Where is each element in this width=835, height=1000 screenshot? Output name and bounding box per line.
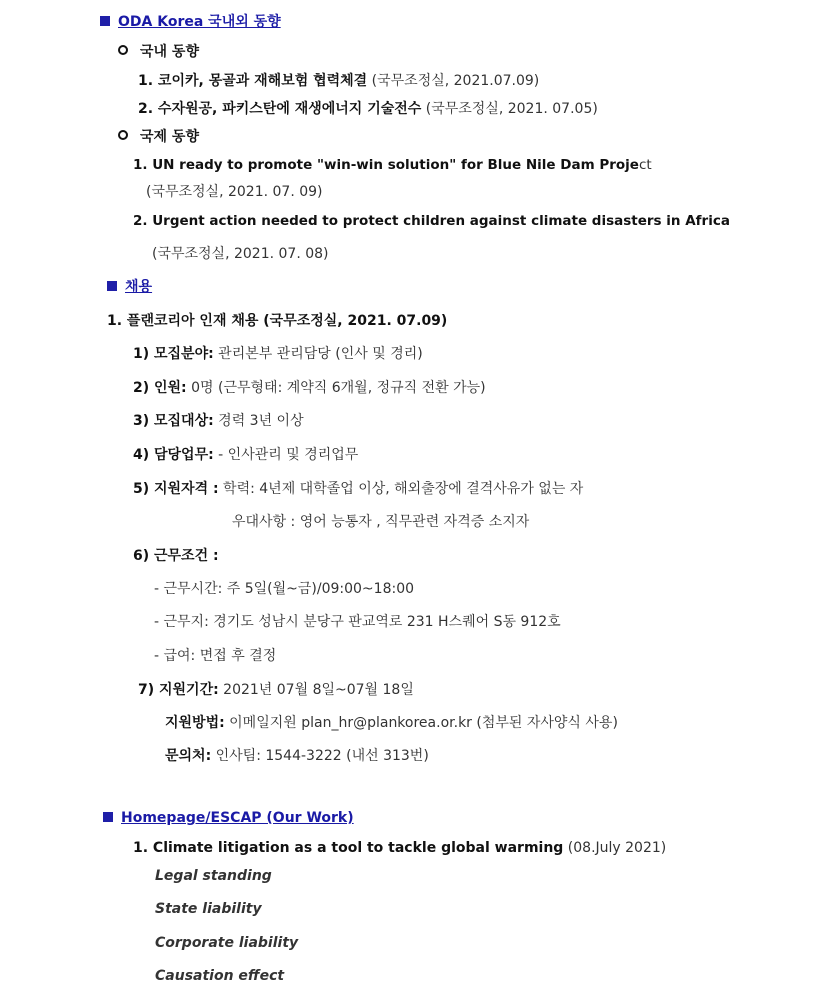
field-label: 5) 지원자격 : bbox=[133, 481, 219, 497]
square-bullet-icon bbox=[100, 16, 110, 26]
job-field bbox=[133, 479, 583, 499]
news-title: 1. 코이카, 몽골과 재해보험 협력체결 bbox=[138, 73, 368, 89]
section-title: ODA Korea 국내외 동향 bbox=[118, 14, 281, 30]
circle-bullet-icon bbox=[118, 130, 128, 140]
news-title: 2. 수자원공, 파키스탄에 재생에너지 기술전수 bbox=[138, 101, 422, 117]
job-field bbox=[133, 445, 358, 465]
heading-text: 국제 동향 bbox=[140, 129, 199, 145]
job-field bbox=[133, 411, 304, 431]
news-title: 2. Urgent action needed to protect children against climate disasters in Africa bbox=[133, 213, 730, 229]
field-value: 관리본부 관리담당 (인사 및 경리) bbox=[218, 346, 423, 362]
news-source: (국무조정실, 2021. 07.05) bbox=[425, 101, 598, 117]
field-value: 학력: 4년제 대학졸업 이상, 해외출장에 결격사유가 없는 자 bbox=[223, 481, 584, 497]
square-bullet-icon bbox=[107, 281, 117, 291]
preference-text: 우대사항 : 영어 능통자 , 직무관련 자격증 소지자 bbox=[232, 514, 530, 530]
circle-bullet-icon bbox=[118, 45, 128, 55]
domestic-heading bbox=[118, 42, 199, 62]
job-title: 1. 플랜코리아 인재 채용 (국무조정실, 2021. 07.09) bbox=[107, 313, 448, 329]
international-heading bbox=[118, 127, 199, 147]
field-value: 경력 3년 이상 bbox=[218, 413, 304, 429]
field-label: 7) 지원기간: bbox=[138, 682, 219, 698]
field-value: 인사팀: 1544-3222 (내선 313번) bbox=[215, 748, 429, 764]
news-source: (국무조정실, 2021. 07. 08) bbox=[152, 246, 329, 262]
condition-item: - 근무지: 경기도 성남시 분당구 판교역로 231 H스퀘어 S동 912호 bbox=[154, 614, 561, 630]
apply-method bbox=[165, 713, 618, 733]
topic-item: Legal standing bbox=[155, 868, 272, 884]
article-title: 1. Climate litigation as a tool to tackle global warming bbox=[133, 840, 564, 856]
field-value: 2021년 07월 8일~07월 18일 bbox=[223, 682, 414, 698]
section-header-recruit bbox=[107, 277, 152, 297]
field-label: 2) 인원: bbox=[133, 380, 187, 396]
field-value: 이메일지원 plan_hr@plankorea.or.kr (첨부된 자사양식 사용) bbox=[229, 715, 618, 731]
news-source: (국무조정실, 2021. 07. 09) bbox=[146, 184, 323, 200]
job-field bbox=[133, 344, 423, 364]
topic-item: Corporate liability bbox=[155, 935, 299, 951]
news-title: 1. UN ready to promote "win-win solution" for Blue Nile Dam Proje bbox=[133, 157, 639, 173]
topic-item: State liability bbox=[155, 901, 262, 917]
field-label: 3) 모집대상: bbox=[133, 413, 214, 429]
section-header-homepage bbox=[103, 808, 354, 828]
section-header-oda bbox=[100, 12, 281, 32]
news-item bbox=[138, 71, 539, 91]
condition-item: - 급여: 면접 후 결정 bbox=[154, 648, 277, 664]
article-date: (08.July 2021) bbox=[567, 840, 667, 856]
field-value: - 인사관리 및 경리업무 bbox=[218, 447, 359, 463]
news-item bbox=[133, 155, 652, 175]
work-conditions-label: 6) 근무조건 : bbox=[133, 548, 219, 564]
news-source: (국무조정실, 2021.07.09) bbox=[371, 73, 540, 89]
field-label: 지원방법: bbox=[165, 715, 225, 731]
news-title-tail: ct bbox=[638, 157, 652, 173]
field-label: 문의처: bbox=[165, 748, 212, 764]
field-label: 1) 모집분야: bbox=[133, 346, 214, 362]
condition-item: - 근무시간: 주 5일(월~금)/09:00~18:00 bbox=[154, 581, 415, 597]
contact-info bbox=[165, 746, 429, 766]
heading-text: 국내 동향 bbox=[140, 44, 199, 60]
job-field bbox=[133, 378, 486, 398]
topic-item: Causation effect bbox=[155, 968, 285, 984]
news-item bbox=[138, 99, 598, 119]
field-value: 0명 (근무형태: 계약직 6개월, 정규직 전환 가능) bbox=[191, 380, 486, 396]
apply-period bbox=[138, 680, 414, 700]
square-bullet-icon bbox=[103, 812, 113, 822]
section-title: 채용 bbox=[125, 279, 153, 295]
section-title: Homepage/ESCAP (Our Work) bbox=[121, 810, 354, 826]
field-label: 4) 담당업무: bbox=[133, 447, 214, 463]
article-item bbox=[133, 838, 666, 858]
